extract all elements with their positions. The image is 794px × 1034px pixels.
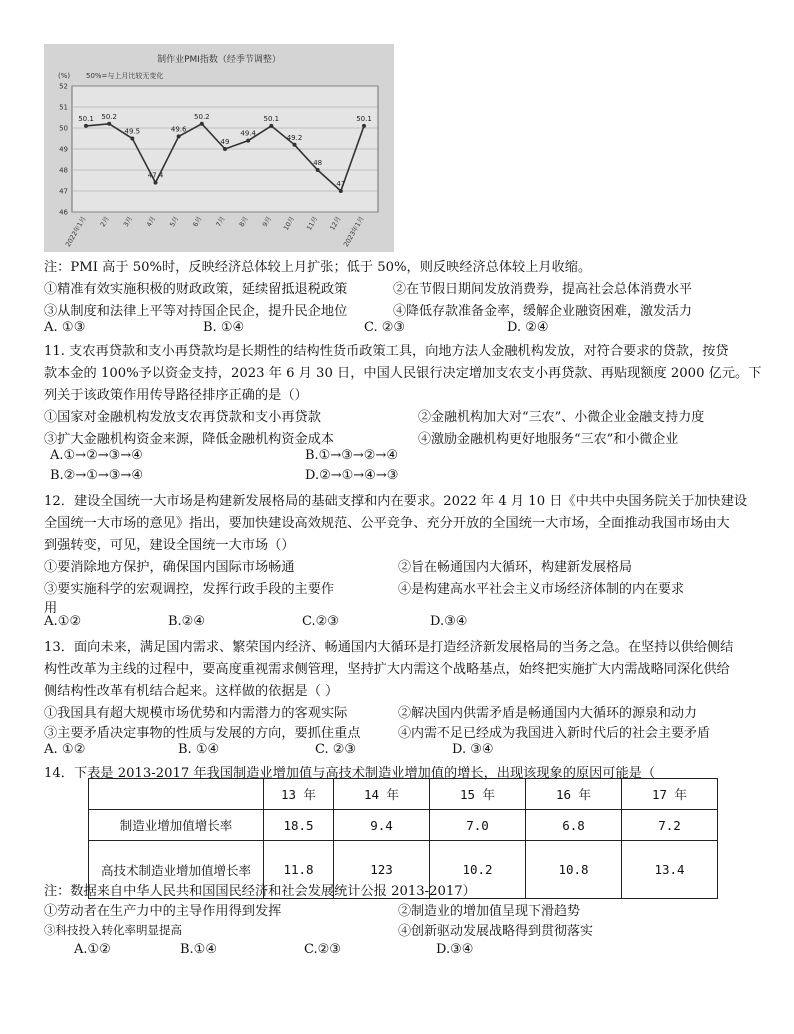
data-label: 47 — [336, 180, 346, 188]
q10-option-1: ①精准有效实施积极的财政政策，延续留抵退税政策 — [44, 282, 348, 297]
q13-choice-a[interactable]: A. ①② — [44, 742, 86, 757]
q13-stem-3: 侧结构性改革有机结合起来。这样做的依据是（ ） — [44, 684, 339, 699]
data-point — [269, 124, 273, 128]
pmi-chart-svg — [44, 44, 394, 252]
data-label: 50.2 — [194, 112, 210, 121]
x-tick-label: 4月 — [144, 215, 158, 229]
q12-option-1: ①要消除地方保护，确保国内国际市场畅通 — [44, 560, 295, 575]
table-cell: 10.2 — [430, 841, 526, 899]
q12-option-3-cont: 用 — [44, 601, 58, 616]
q10-option-4: ④降低存款准备金率，缓解企业融资困难，激发活力 — [393, 304, 693, 319]
q12-choice-b[interactable]: B.②④ — [168, 614, 205, 629]
data-point — [200, 122, 204, 126]
q13-stem-1: 13．面向未来，满足国内需求、繁荣国内经济、畅通国内大循环是打造经济新发展格局的当务之急。在坚持以供给侧结 — [44, 640, 734, 655]
q12-stem-3: 到强转变，可见，建设全国统一大市场（） — [44, 538, 295, 553]
y-tick-label: 50 — [59, 124, 68, 133]
q11-choice-c[interactable]: B.②→①→③→④ — [50, 468, 143, 483]
q11-stem-2: 款本金的 100%予以资金支持，2023 年 6 月 30 日，中国人民银行决定增加支农支小再贷款、再贴现额度 2000 亿元。下 — [44, 366, 762, 381]
x-tick-label: 2月 — [98, 215, 111, 229]
data-label: 50.2 — [101, 112, 117, 121]
y-tick-label: 52 — [59, 82, 68, 91]
q14-choice-d[interactable]: D.③④ — [436, 942, 474, 957]
table-header-cell: 13 年 — [264, 779, 334, 810]
q13-stem-2: 构性改革为主线的过程中，要高度重视需求侧管理，坚持扩大内需这个战略基点，始终把实施扩大内需战略同深化供给 — [44, 662, 730, 677]
table-header-cell: 14 年 — [334, 779, 430, 810]
x-tick-label: 2023年1月 — [341, 215, 366, 249]
data-label: 48 — [313, 159, 323, 167]
q11-option-4: ④激励金融机构更好地服务“三农”和小微企业 — [418, 432, 679, 447]
q11-choice-a[interactable]: A.①→②→③→④ — [50, 448, 143, 463]
q14-option-3: ③科技投入转化率明显提高 — [44, 923, 182, 937]
table-header-cell: 17 年 — [622, 779, 718, 810]
q10-option-3: ③从制度和法律上平等对持国企民企，提升民企地位 — [44, 304, 348, 319]
x-tick-label: 6月 — [191, 215, 204, 229]
q14-stem-1: 14．下表是 2013-2017 年我国制造业增加值与高技术制造业增加值的增长，出现该现象的原因可能是（ — [44, 766, 656, 781]
x-tick-label: 9月 — [260, 215, 274, 229]
q10-choice-b[interactable]: B. ①④ — [203, 320, 245, 335]
table-note: 注：数据来自中华人民共和国国民经济和社会发展统计公报 2013-2017） — [44, 884, 476, 899]
table-cell: 7.0 — [430, 810, 526, 841]
table-header-row — [89, 779, 718, 810]
q11-option-1: ①国家对金融机构发放支农再贷款和支小再贷款 — [44, 410, 321, 425]
chart-unit: (%) — [58, 72, 71, 80]
data-label: 49.6 — [170, 125, 187, 134]
y-tick-label: 46 — [59, 208, 68, 217]
q11-choice-d[interactable]: D.②→①→④→③ — [305, 468, 399, 483]
data-point — [107, 122, 111, 126]
y-tick-label: 51 — [59, 103, 68, 112]
x-tick-label: 2022年1月 — [63, 215, 88, 249]
data-label: 49.2 — [286, 133, 303, 142]
q11-option-2: ②金融机构加大对“三农”、小微企业金融支持力度 — [418, 410, 705, 425]
pmi-chart — [44, 44, 394, 252]
x-tick-label: 7月 — [214, 215, 227, 229]
q11-option-3: ③扩大金融机构资金来源，降低金融机构资金成本 — [44, 432, 335, 447]
data-label: 49 — [220, 138, 230, 146]
table-cell: 123 — [334, 841, 430, 899]
q13-option-2: ②解决国内供需矛盾是畅通国内大循环的源泉和动力 — [398, 706, 698, 721]
table-cell: 10.8 — [526, 841, 622, 899]
q10-option-2: ②在节假日期间发放消费券，提高社会总体消费水平 — [393, 282, 693, 297]
q13-option-3: ③主要矛盾决定事物的性质与发展的方向，要抓住重点 — [44, 726, 361, 741]
data-label: 49.4 — [240, 129, 256, 138]
data-label: 50.1 — [263, 114, 280, 123]
y-tick-label: 49 — [59, 145, 68, 154]
chart-legend: 50%=与上月比较无变化 — [86, 72, 164, 80]
data-point — [84, 124, 88, 128]
x-tick-label: 3月 — [121, 215, 135, 229]
q13-choice-d[interactable]: D. ③④ — [452, 742, 494, 757]
q14-option-1: ①劳动者在生产力中的主导作用得到发挥 — [44, 904, 282, 919]
x-tick-label: 5月 — [168, 215, 181, 229]
q12-choice-c[interactable]: C.②③ — [302, 614, 339, 629]
y-tick-label: 47 — [59, 187, 68, 196]
q11-stem-1: 11. 支农再贷款和支小再贷款均是长期性的结构性货币政策工具，向地方法人金融机构发放，对符合要求的贷款，按贷 — [44, 344, 729, 359]
data-label: 47.4 — [147, 171, 164, 180]
q11-stem-3: 列关于该政策作用传导路径排序正确的是（） — [44, 388, 308, 403]
table-cell: 11.8 — [264, 841, 334, 899]
q14-option-4: ④创新驱动发展战略得到贯彻落实 — [398, 924, 594, 939]
table-header-cell: 15 年 — [430, 779, 526, 810]
q12-option-2: ②旨在畅通国内大循环，构建新发展格局 — [398, 560, 633, 575]
q10-choice-c[interactable]: C. ②③ — [364, 320, 406, 335]
table-row-label: 高技术制造业增加值增长率 — [89, 841, 264, 899]
q12-option-3: ③要实施科学的宏观调控，发挥行政手段的主要作 — [44, 582, 335, 597]
data-point — [293, 143, 297, 147]
x-tick-label: 11月 — [305, 215, 320, 232]
q12-choice-a[interactable]: A.①② — [44, 614, 82, 629]
chart-title: 制作业PMI指数（经季节调整） — [157, 55, 281, 65]
data-point — [154, 181, 158, 185]
x-tick-label: 8月 — [237, 215, 250, 229]
table-header-cell: 16 年 — [526, 779, 622, 810]
data-point — [223, 147, 227, 151]
q10-choice-d[interactable]: D. ②④ — [507, 320, 549, 335]
table-cell: 13.4 — [622, 841, 718, 899]
data-label: 50.1 — [356, 114, 372, 123]
table-cell: 6.8 — [526, 810, 622, 841]
q12-stem-2: 全国统一大市场的意见》指出，要加快建设高效规范、公平竞争、充分开放的全国统一大市场，全面推动我国市场由大 — [44, 516, 730, 531]
x-tick-label: 12月 — [328, 215, 343, 232]
table-cell: 9.4 — [334, 810, 430, 841]
q13-choice-b[interactable]: B. ①④ — [178, 742, 220, 757]
q10-choice-a[interactable]: A. ①③ — [44, 320, 86, 335]
q12-stem-1: 12．建设全国统一大市场是构建新发展格局的基础支撑和内在要求。2022 年 4 月 10 日《中共中央国务院关于加快建设 — [44, 494, 748, 509]
table-row — [89, 810, 718, 841]
table-cell: 7.2 — [622, 810, 718, 841]
q14-option-2: ②制造业的增加值呈现下滑趋势 — [398, 904, 581, 919]
q13-choice-c[interactable]: C. ②③ — [315, 742, 357, 757]
q12-option-4: ④是构建高水平社会主义市场经济体制的内在要求 — [398, 582, 685, 597]
table-header-cell — [89, 779, 264, 810]
q14-choice-a[interactable]: A.①② — [74, 942, 111, 957]
data-point — [339, 189, 343, 193]
chart-note: 注：PMI 高于 50%时，反映经济总体较上月扩张；低于 50%，则反映经济总体较上月收缩。 — [44, 260, 592, 275]
q14-choice-b[interactable]: B.①④ — [180, 942, 217, 957]
data-point — [177, 134, 181, 138]
q13-option-1: ①我国具有超大规模市场优势和内需潜力的客观实际 — [44, 706, 348, 721]
data-label: 50.1 — [78, 114, 94, 123]
q11-choice-b[interactable]: B.①→③→②→④ — [305, 448, 398, 463]
q14-choice-c[interactable]: C.②③ — [304, 942, 341, 957]
q12-choice-d[interactable]: D.③④ — [430, 614, 468, 629]
data-point — [316, 168, 320, 172]
table-cell: 18.5 — [264, 810, 334, 841]
data-label: 49.5 — [124, 127, 141, 136]
data-point — [130, 137, 134, 141]
y-tick-label: 48 — [59, 166, 68, 175]
table-row-label: 制造业增加值增长率 — [89, 810, 264, 841]
data-point — [246, 139, 250, 143]
q13-option-4: ④内需不足已经成为我国进入新时代后的社会主要矛盾 — [398, 726, 711, 741]
data-point — [362, 124, 366, 128]
x-tick-label: 10月 — [281, 215, 297, 232]
